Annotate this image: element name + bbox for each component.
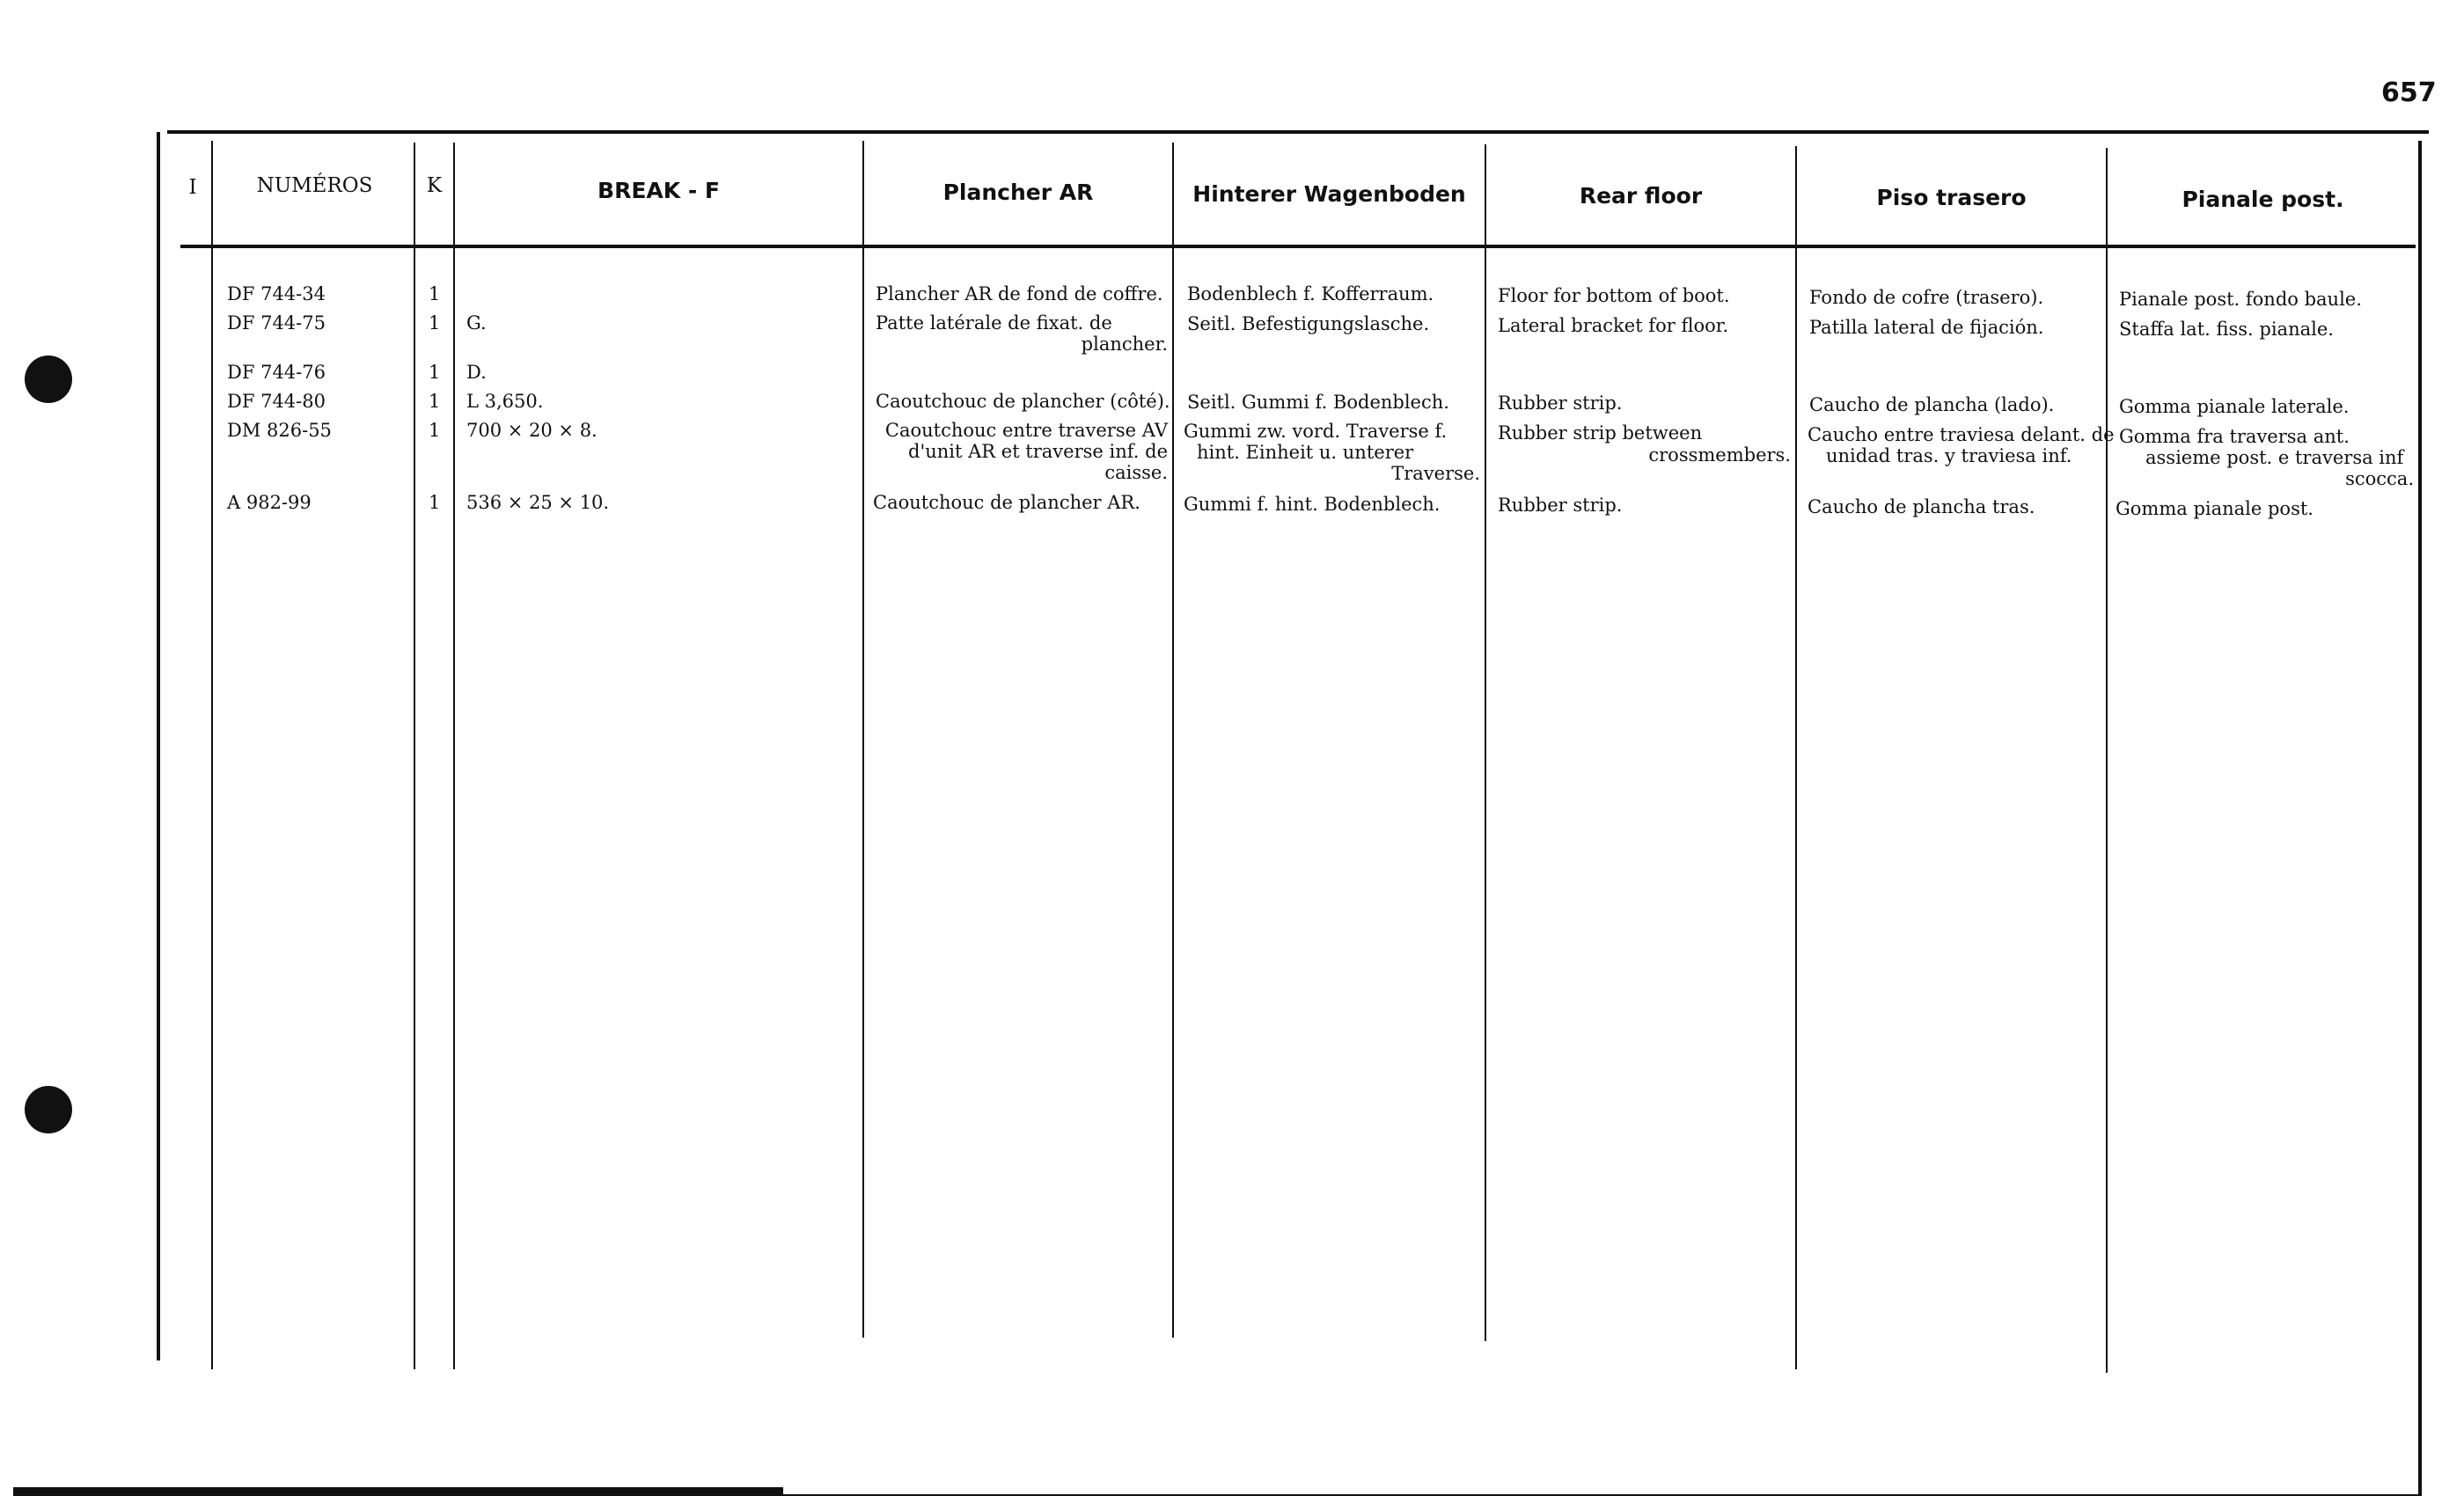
desc-en-cont: crossmembers. <box>1648 444 1791 466</box>
desc-es: Caucho de plancha tras. <box>1808 496 2035 517</box>
desc-de: Gummi f. hint. Bodenblech. <box>1184 494 1441 515</box>
quantity: 1 <box>429 312 441 334</box>
column-divider-5 <box>1172 143 1174 1338</box>
quantity: 1 <box>429 420 441 441</box>
quantity: 1 <box>429 492 441 513</box>
page-number: 657 <box>2381 77 2437 108</box>
desc-fr: Plancher AR de fond de coffre. <box>876 283 1163 304</box>
desc-en: Floor for bottom of boot. <box>1498 285 1730 306</box>
column-divider-3 <box>453 143 455 1369</box>
part-number: DF 744-75 <box>227 312 326 334</box>
desc-es: Caucho entre traviesa delant. de <box>1808 424 2115 445</box>
desc-es: Fondo de cofre (trasero). <box>1809 287 2044 308</box>
desc-es: Patilla lateral de fijación. <box>1809 317 2044 338</box>
desc-es: Caucho de plancha (lado). <box>1809 394 2055 415</box>
desc-en: Rubber strip between <box>1498 422 1703 444</box>
part-number: DF 744-34 <box>227 283 326 304</box>
header-it: Pianale post. <box>2182 187 2344 212</box>
header-k: K <box>426 174 443 197</box>
desc-fr-cont: caisse. <box>1104 462 1168 483</box>
desc-fr: Caoutchouc de plancher AR. <box>873 492 1140 513</box>
desc-en: Lateral bracket for floor. <box>1498 315 1729 336</box>
desc-en: Rubber strip. <box>1498 495 1623 516</box>
header-separator <box>180 245 2416 248</box>
header-de: Hinterer Wagenboden <box>1192 181 1466 207</box>
column-divider-1 <box>211 141 213 1369</box>
column-divider-7 <box>1795 146 1797 1369</box>
header-es: Piso trasero <box>1876 185 2027 210</box>
desc-it: Gomma fra traversa ant. <box>2119 426 2350 447</box>
desc-fr: Caoutchouc entre traverse AV <box>884 420 1168 441</box>
header-i: I <box>188 176 197 199</box>
part-number: DF 744-80 <box>227 391 326 412</box>
part-number: DF 744-76 <box>227 362 326 383</box>
desc-it: Staffa lat. fiss. pianale. <box>2119 319 2334 340</box>
desc-de: Bodenblech f. Kofferraum. <box>1187 283 1434 304</box>
desc-it: Gomma pianale laterale. <box>2119 396 2350 417</box>
quantity: 1 <box>429 391 441 412</box>
quantity: 1 <box>429 362 441 383</box>
desc-de: Seitl. Gummi f. Bodenblech. <box>1187 392 1449 413</box>
desc-it-cont: assieme post. e traversa inf <box>2145 447 2404 468</box>
desc-en: Rubber strip. <box>1498 392 1623 414</box>
part-number: A 982-99 <box>227 492 312 513</box>
header-break: BREAK - F <box>598 178 720 203</box>
dimension: 536 × 25 × 10. <box>466 492 610 513</box>
header-numeros: NUMÉROS <box>256 174 373 197</box>
dimension: D. <box>466 362 487 383</box>
desc-it: Pianale post. fondo baule. <box>2119 289 2362 310</box>
desc-de: Seitl. Befestigungslasche. <box>1187 313 1430 334</box>
dimension: 700 × 20 × 8. <box>466 420 598 441</box>
desc-it: Gomma pianale post. <box>2116 498 2314 519</box>
dimension: L 3,650. <box>466 391 544 412</box>
desc-fr-cont: plancher. <box>1081 334 1168 355</box>
column-divider-6 <box>1485 144 1486 1341</box>
quantity: 1 <box>429 283 441 304</box>
header-fr: Plancher AR <box>942 180 1094 205</box>
desc-fr-cont: d'unit AR et traverse inf. de <box>908 441 1168 462</box>
desc-it-cont: scocca. <box>2345 468 2414 489</box>
desc-es-cont: unidad tras. y traviesa inf. <box>1826 445 2072 466</box>
part-number: DM 826-55 <box>227 420 332 441</box>
punch-hole-top <box>25 356 72 403</box>
frame-top-border <box>167 130 2429 134</box>
bottom-rule <box>13 1487 783 1496</box>
frame-right-border <box>2418 141 2422 1496</box>
desc-fr: Patte latérale de fixat. de <box>876 312 1112 334</box>
desc-de-cont: Traverse. <box>1391 463 1480 484</box>
punch-hole-bottom <box>25 1086 72 1133</box>
column-divider-4 <box>862 141 864 1338</box>
column-divider-2 <box>414 143 415 1369</box>
dimension: G. <box>466 312 487 334</box>
frame-left-border <box>157 132 160 1360</box>
desc-fr: Caoutchouc de plancher (côté). <box>876 391 1170 412</box>
header-en: Rear floor <box>1579 183 1703 209</box>
desc-de-cont: hint. Einheit u. unterer <box>1197 442 1414 463</box>
desc-de: Gummi zw. vord. Traverse f. <box>1184 421 1448 442</box>
column-divider-8 <box>2106 148 2108 1373</box>
